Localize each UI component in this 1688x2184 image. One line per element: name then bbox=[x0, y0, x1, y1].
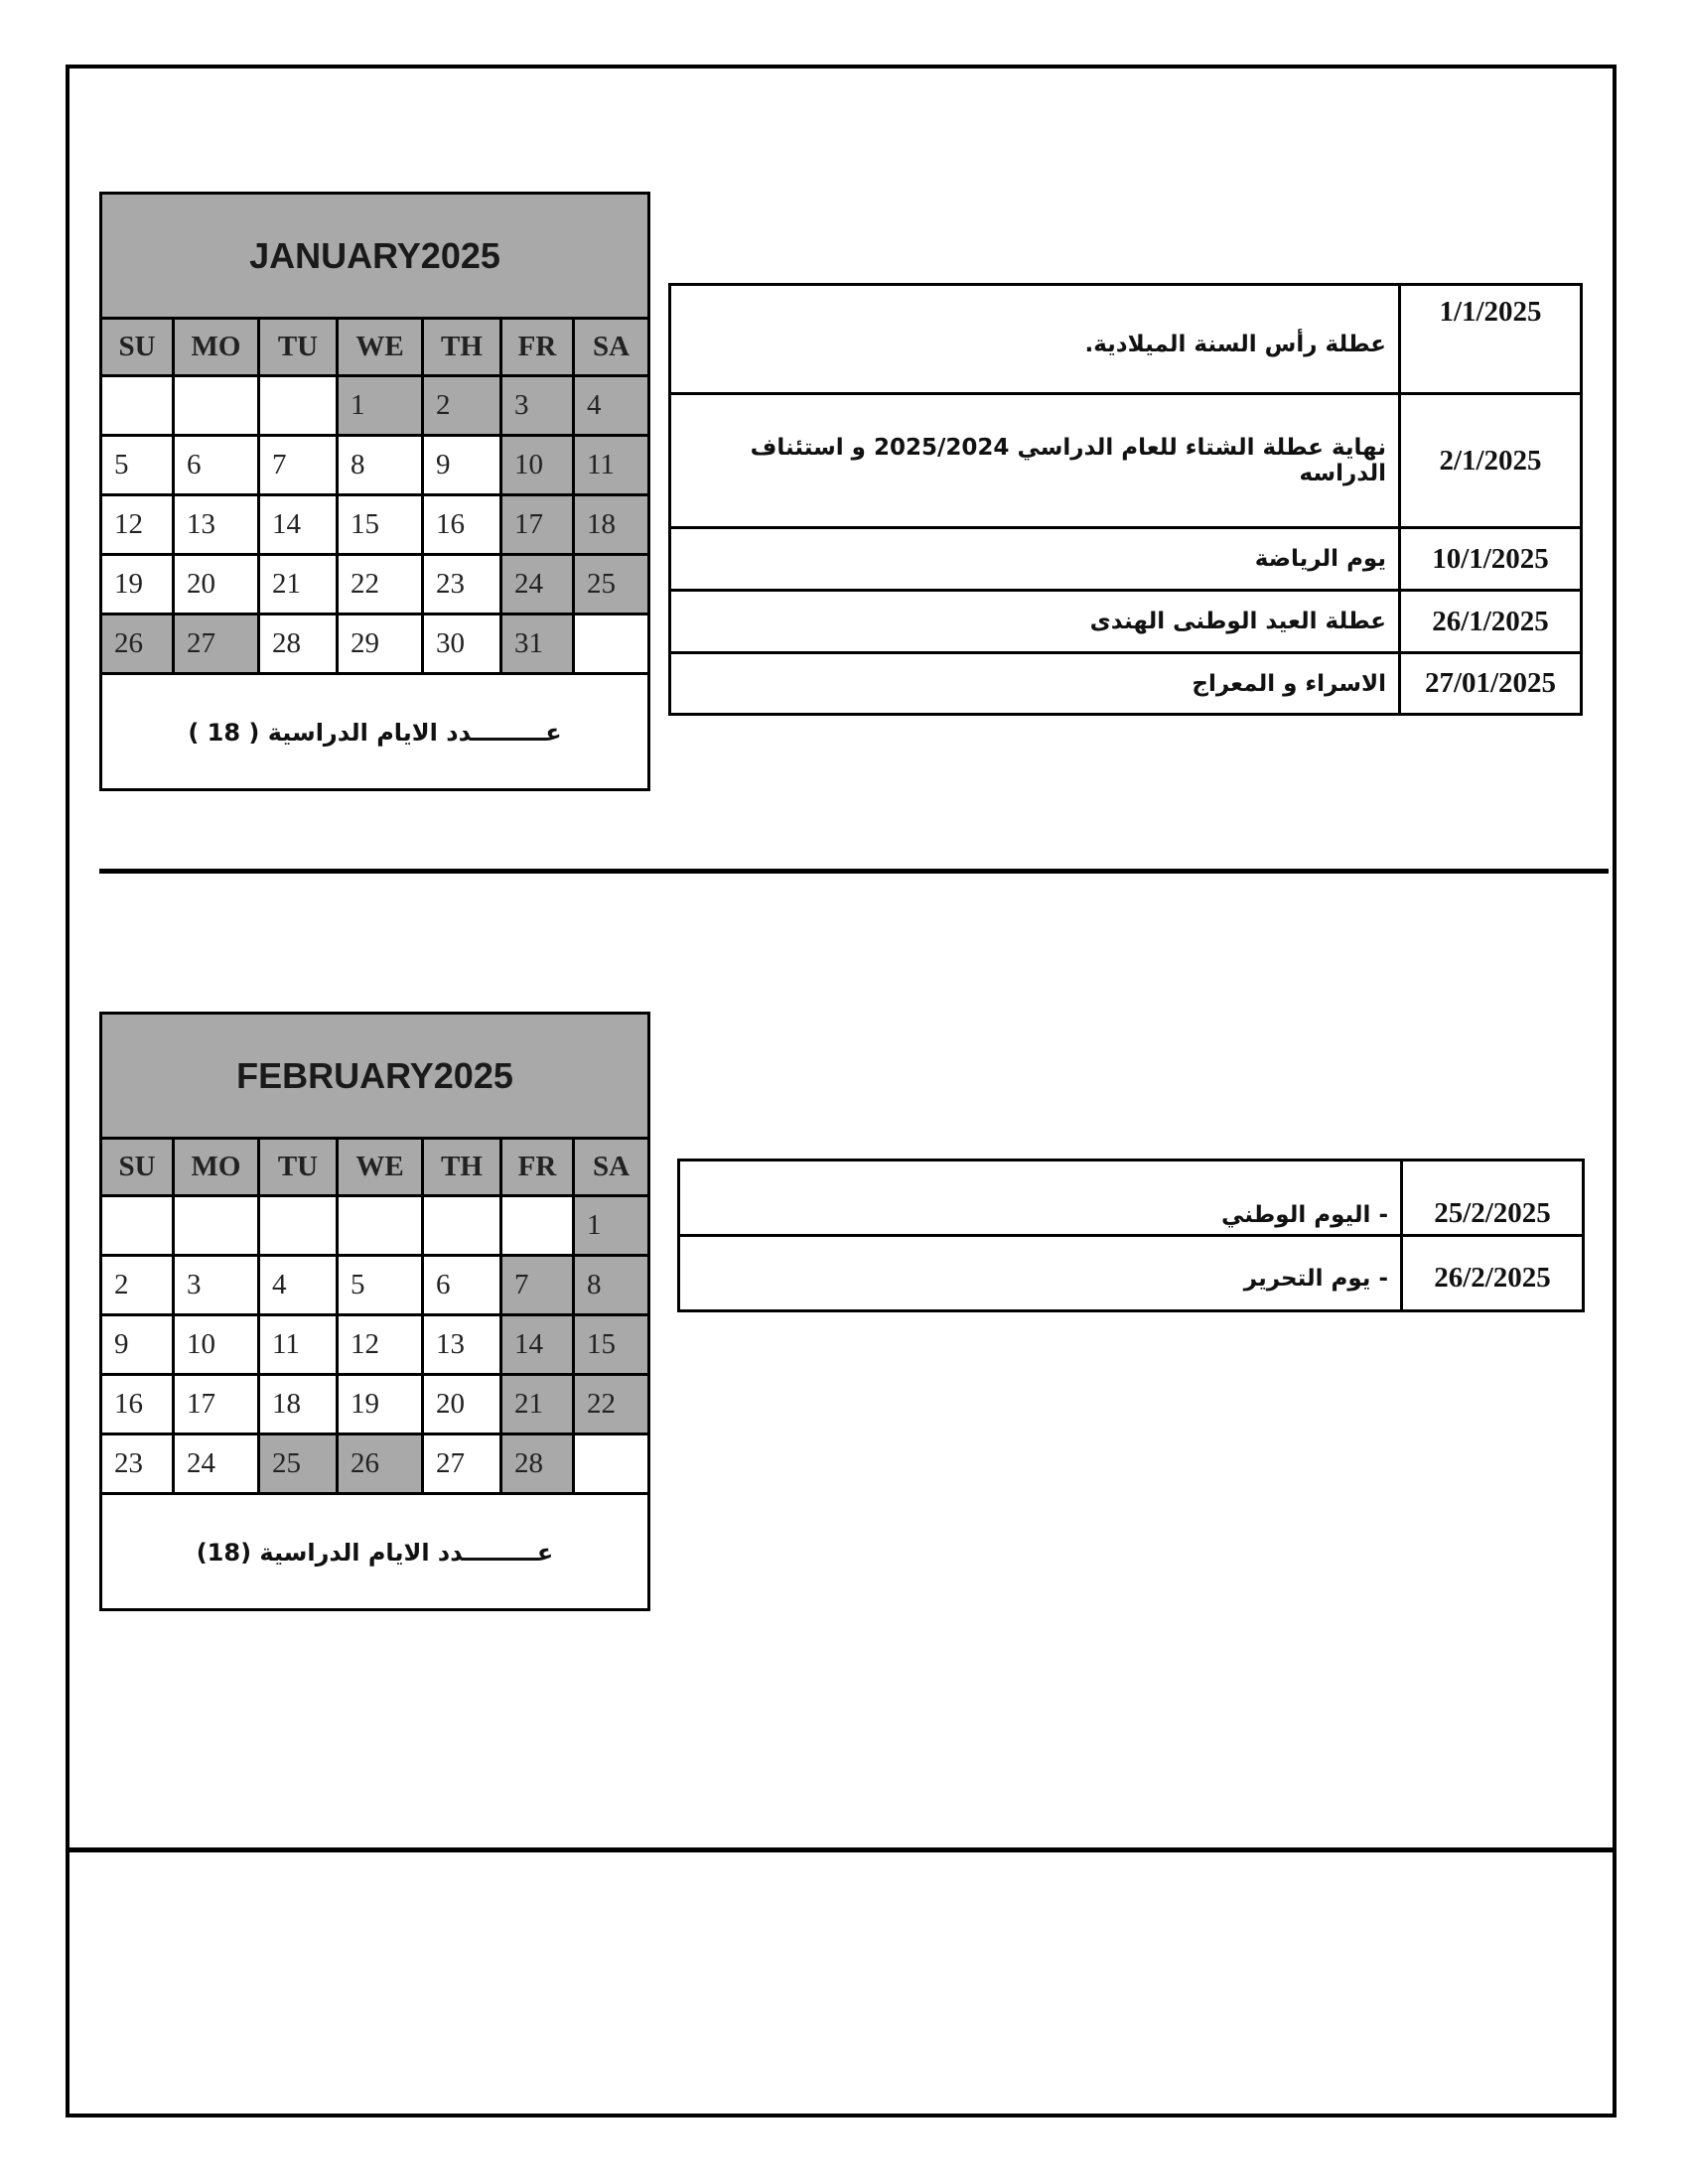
day-cell: 23 bbox=[424, 556, 502, 615]
school-days-count: عـــــــــدد الايام الدراسية (18) bbox=[196, 1538, 554, 1567]
weekday-header: SU bbox=[102, 320, 175, 377]
event-description: - اليوم الوطني bbox=[680, 1161, 1403, 1234]
event-row bbox=[671, 654, 1580, 713]
event-date: 10/1/2025 bbox=[1432, 542, 1549, 575]
day-cell bbox=[175, 1197, 260, 1257]
day-cell: 17 bbox=[175, 1376, 260, 1435]
day-cell bbox=[260, 1197, 339, 1257]
day-cell: 25 bbox=[575, 556, 647, 615]
event-row bbox=[671, 395, 1580, 529]
day-cell: 31 bbox=[502, 615, 575, 675]
day-cell: 14 bbox=[260, 496, 339, 556]
day-cell: 28 bbox=[260, 615, 339, 675]
day-cell bbox=[102, 1197, 175, 1257]
day-cell bbox=[260, 377, 339, 437]
day-cell: 19 bbox=[339, 1376, 424, 1435]
day-cell: 15 bbox=[339, 496, 424, 556]
day-cell: 25 bbox=[260, 1435, 339, 1495]
day-cell: 30 bbox=[424, 615, 502, 675]
weekday-header: FR bbox=[502, 320, 575, 377]
day-cell: 10 bbox=[175, 1316, 260, 1376]
event-row bbox=[680, 1161, 1582, 1237]
february-events-table bbox=[677, 1159, 1585, 1312]
month-title: FEBRUARY2025 bbox=[102, 1015, 647, 1140]
day-cell: 4 bbox=[260, 1257, 339, 1316]
school-days-count: عـــــــــدد الايام الدراسية ( 18 ) bbox=[188, 718, 562, 747]
weekday-header: WE bbox=[339, 1140, 424, 1197]
event-description: الاسراء و المعراج bbox=[671, 654, 1401, 713]
day-cell: 5 bbox=[102, 437, 175, 496]
event-date: 26/1/2025 bbox=[1432, 605, 1549, 637]
day-cell: 7 bbox=[260, 437, 339, 496]
day-cell: 26 bbox=[102, 615, 175, 675]
day-cell bbox=[575, 1435, 647, 1495]
event-description: عطلة العيد الوطنى الهندى bbox=[671, 592, 1401, 651]
weekday-header: TH bbox=[424, 1140, 502, 1197]
day-cell: 15 bbox=[575, 1316, 647, 1376]
day-cell: 3 bbox=[175, 1257, 260, 1316]
january-events-table bbox=[668, 283, 1583, 716]
day-cell: 3 bbox=[502, 377, 575, 437]
section-divider bbox=[99, 869, 1609, 874]
weekday-header: MO bbox=[175, 1140, 260, 1197]
day-cell: 28 bbox=[502, 1435, 575, 1495]
day-cell: 17 bbox=[502, 496, 575, 556]
event-date: 2/1/2025 bbox=[1439, 444, 1542, 477]
day-cell: 6 bbox=[175, 437, 260, 496]
event-row bbox=[680, 1237, 1582, 1309]
day-cell: 22 bbox=[339, 556, 424, 615]
february-calendar bbox=[99, 1012, 650, 1611]
weekday-header: TU bbox=[260, 1140, 339, 1197]
day-cell bbox=[575, 615, 647, 675]
day-cell: 8 bbox=[575, 1257, 647, 1316]
event-description: عطلة رأس السنة الميلادية. bbox=[671, 286, 1401, 392]
day-cell: 29 bbox=[339, 615, 424, 675]
day-cell bbox=[102, 377, 175, 437]
day-cell bbox=[339, 1197, 424, 1257]
day-cell: 10 bbox=[502, 437, 575, 496]
footer-divider bbox=[66, 1847, 1617, 1852]
day-cell: 1 bbox=[339, 377, 424, 437]
day-cell: 27 bbox=[175, 615, 260, 675]
calendar-grid bbox=[102, 320, 647, 675]
day-cell: 16 bbox=[102, 1376, 175, 1435]
day-cell: 6 bbox=[424, 1257, 502, 1316]
day-cell: 8 bbox=[339, 437, 424, 496]
day-cell: 1 bbox=[575, 1197, 647, 1257]
event-description: يوم الرياضة bbox=[671, 529, 1401, 589]
day-cell: 9 bbox=[424, 437, 502, 496]
event-date: 27/01/2025 bbox=[1424, 667, 1557, 699]
day-cell: 20 bbox=[175, 556, 260, 615]
day-cell: 23 bbox=[102, 1435, 175, 1495]
day-cell: 7 bbox=[502, 1257, 575, 1316]
event-row bbox=[671, 592, 1580, 654]
day-cell: 12 bbox=[339, 1316, 424, 1376]
day-cell bbox=[175, 377, 260, 437]
day-cell: 13 bbox=[175, 496, 260, 556]
event-date: 25/2/2025 bbox=[1434, 1197, 1551, 1229]
day-cell: 21 bbox=[502, 1376, 575, 1435]
day-cell: 11 bbox=[575, 437, 647, 496]
weekday-header: TH bbox=[424, 320, 502, 377]
day-cell: 2 bbox=[424, 377, 502, 437]
month-title: JANUARY2025 bbox=[102, 195, 647, 320]
day-cell: 16 bbox=[424, 496, 502, 556]
day-cell: 24 bbox=[175, 1435, 260, 1495]
event-description: - يوم التحرير bbox=[680, 1237, 1403, 1309]
event-row bbox=[671, 529, 1580, 592]
day-cell: 18 bbox=[260, 1376, 339, 1435]
day-cell: 18 bbox=[575, 496, 647, 556]
day-cell bbox=[502, 1197, 575, 1257]
day-cell: 26 bbox=[339, 1435, 424, 1495]
day-cell: 13 bbox=[424, 1316, 502, 1376]
january-calendar bbox=[99, 192, 650, 791]
day-cell bbox=[424, 1197, 502, 1257]
day-cell: 21 bbox=[260, 556, 339, 615]
day-cell: 12 bbox=[102, 496, 175, 556]
day-cell: 5 bbox=[339, 1257, 424, 1316]
weekday-header: FR bbox=[502, 1140, 575, 1197]
calendar-grid bbox=[102, 1140, 647, 1495]
event-description: نهاية عطلة الشتاء للعام الدراسي 2025/2024 و استئناف الدراسه bbox=[671, 395, 1401, 526]
weekday-header: TU bbox=[260, 320, 339, 377]
weekday-header: SA bbox=[575, 320, 647, 377]
day-cell: 24 bbox=[502, 556, 575, 615]
day-cell: 4 bbox=[575, 377, 647, 437]
day-cell: 11 bbox=[260, 1316, 339, 1376]
day-cell: 20 bbox=[424, 1376, 502, 1435]
weekday-header: SU bbox=[102, 1140, 175, 1197]
day-cell: 14 bbox=[502, 1316, 575, 1376]
event-date: 26/2/2025 bbox=[1434, 1262, 1551, 1294]
weekday-header: MO bbox=[175, 320, 260, 377]
event-row bbox=[671, 286, 1580, 395]
day-cell: 22 bbox=[575, 1376, 647, 1435]
day-cell: 9 bbox=[102, 1316, 175, 1376]
day-cell: 2 bbox=[102, 1257, 175, 1316]
weekday-header: SA bbox=[575, 1140, 647, 1197]
event-date: 1/1/2025 bbox=[1439, 296, 1542, 328]
day-cell: 19 bbox=[102, 556, 175, 615]
day-cell: 27 bbox=[424, 1435, 502, 1495]
weekday-header: WE bbox=[339, 320, 424, 377]
